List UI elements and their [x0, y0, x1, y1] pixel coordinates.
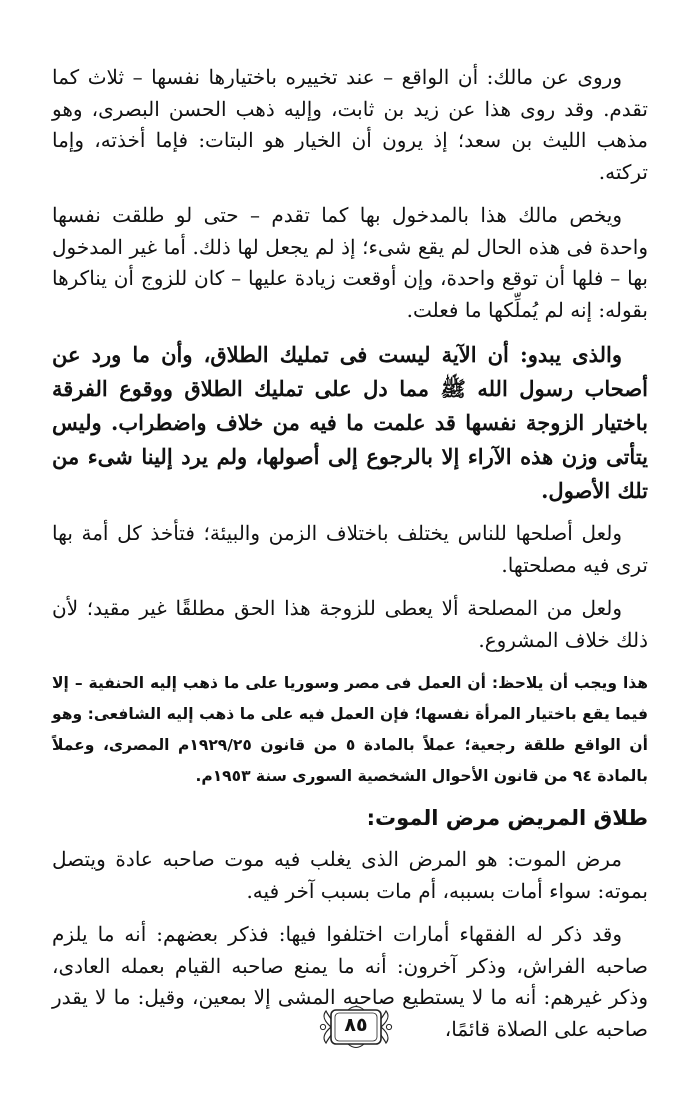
paragraph-author-opinion: والذى يبدو: أن الآية ليست فى تمليك الطلاق، وأن ما ورد عن أصحاب رسول الله ﷺ مما دل على تمليك الطلاق ووقوع الفرقة باختيار الزوجة نفسها قد علمت ما فيه من خلاف واضطراب. وليس يتأتى وزن هذه الآراء إلا بالرجوع إلى أصولها، ولم يرد إلينا شىء من تلك الأصول. [52, 342, 648, 503]
section-heading: طلاق المريض مرض الموت: [366, 806, 648, 830]
paragraph-definition: مرض الموت: هو المرض الذى يغلب فيه موت صاحبه عادة ويتصل بموته: سواء أمات بسببه، أم مات بسبب آخر فيه. [52, 847, 648, 903]
paragraph-public-interest: ولعل من المصلحة ألا يعطى للزوجة هذا الحق مطلقًا غير مقيد؛ لأن ذلك خلاف المشروع. [52, 596, 648, 652]
page-number-ornament [318, 1002, 394, 1052]
paragraph-legal-note: هذا ويجب أن يلاحظ: أن العمل فى مصر وسوريا على ما ذهب إليه الحنفية – إلا فيما يقع باختيار المرأة نفسها؛ فإن العمل فيه على ما ذهب إليه الشافعى: وهو أن الواقع طلقة رجعية؛ عملاً بالمادة ٥ من قانون ١٩٢٩/٢٥م المصرى، وعملاً بالمادة ٩٤ من قانون الأحوال الشخصية السورى سنة ١٩٥٣م. [52, 674, 648, 785]
page-number: ٨٥ [344, 1014, 368, 1036]
paragraph-best-for-people: ولعل أصلحها للناس يختلف باختلاف الزمن والبيئة؛ فتأخذ كل أمة بها ترى فيه مصلحتها. [52, 521, 648, 577]
paragraph-malik-narration: وروى عن مالك: أن الواقع – عند تخييره باختيارها نفسها – ثلاث كما تقدم. وقد روى هذا عن زيد بن ثابت، وإليه ذهب الحسن البصرى، وهو مذهب الليث بن سعد؛ إذ يرون أن الخيار هو البتات: فإما أخذته، وإما تركته. [52, 65, 648, 184]
paragraph-malik-consummated: ويخص مالك هذا بالمدخول بها كما تقدم – حتى لو طلقت نفسها واحدة فى هذه الحال لم يقع شىء؛ إذ لم يجعل لها ذلك. أما غير المدخول بها – فلها أن توقع واحدة، وإن أوقعت زيادة عليها – كان للزوج أن يناكرها بقوله: إنه لم يُملِّكها ما فعلت. [52, 203, 649, 322]
paragraph-signs: وقد ذكر له الفقهاء أمارات اختلفوا فيها: فذكر بعضهم: أنه ما يلزم صاحبه الفراش، وذكر آخرون: أنه ما يمنع صاحبه القيام بعمله العادى، وذكر غيرهم: أنه ما لا يستطيع صاحبه المشى إلا بمعين، وقيل: ما لا يقدر صاحبه على الصلاة قائمًا، [52, 922, 648, 1041]
page-content [52, 62, 648, 1057]
